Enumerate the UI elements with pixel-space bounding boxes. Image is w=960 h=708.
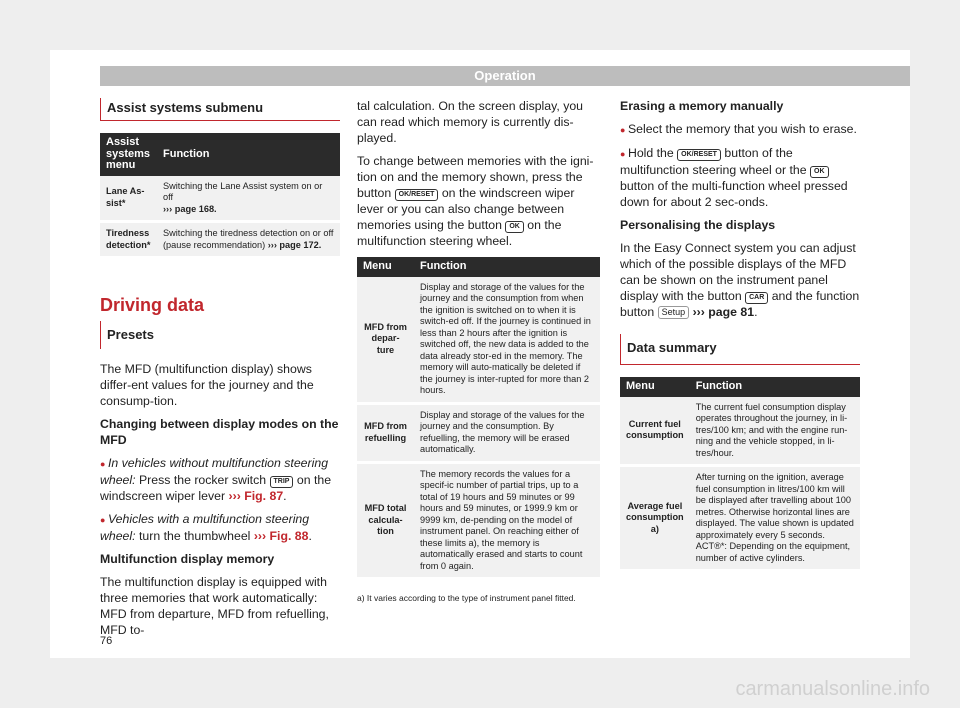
table-cell: MFD from refuelling bbox=[357, 403, 414, 462]
ok-key-icon: OK bbox=[810, 166, 829, 178]
page-number: 76 bbox=[100, 635, 113, 647]
table-cell: Average fuel consumption a) bbox=[620, 466, 690, 571]
driving-data-heading: Driving data bbox=[100, 295, 205, 315]
bullet-item: ● In vehicles without multifunction steering wheel: Press the rocker switch TRIP on the windscreen wiper lever ››› Fig. 87. bbox=[100, 455, 340, 504]
table-row bbox=[620, 397, 860, 466]
ok-key-icon: OK bbox=[505, 221, 524, 233]
setup-button-icon: Setup bbox=[658, 306, 690, 319]
paragraph: In the Easy Connect system you can adjust which of the possible displays of the MFD can be shown on the instrument panel display with the button CAR and the function button Setup ››› page 81. bbox=[620, 241, 860, 319]
paragraph-heading: Multifunction display memory bbox=[100, 552, 275, 566]
table-header: Menu bbox=[620, 377, 690, 397]
text: and the function button bbox=[620, 289, 860, 319]
text: In the Easy Connect system you can adjust which of the possible displays of the MFD can be shown on the instrument panel display with the button bbox=[620, 241, 856, 303]
table-row bbox=[357, 277, 600, 404]
body-text bbox=[100, 361, 340, 638]
page-ref-link[interactable]: ››› page 168. bbox=[163, 203, 217, 214]
paragraph: The multifunction display is equipped with three memories that work automatically: MFD from departure, MFD from refuelling, MFD to- bbox=[100, 575, 329, 637]
text: on the multifunction steering wheel. bbox=[357, 218, 562, 248]
ok-reset-key-icon: OK/RESET bbox=[395, 189, 439, 201]
bullet-item: ● Vehicles with a multifunction steering wheel: turn the thumbwheel ››› Fig. 88. bbox=[100, 511, 340, 544]
page-ref-link[interactable]: ››› page 172. bbox=[267, 239, 322, 250]
assist-systems-title: Assist systems submenu bbox=[100, 98, 340, 121]
data-summary-table bbox=[620, 377, 860, 572]
car-key-icon: CAR bbox=[745, 292, 768, 304]
page bbox=[50, 50, 910, 658]
cell-text: Switching the tiredness detection on or off (pause recommendation) bbox=[163, 228, 334, 250]
fig-ref-link[interactable]: ››› Fig. 87 bbox=[228, 489, 284, 503]
paragraph: tal calculation. On the screen display, you can read which memory is currently dis-played. bbox=[357, 99, 584, 145]
page-ref-link[interactable]: ››› page 81 bbox=[692, 305, 755, 319]
text: Hold the bbox=[627, 146, 674, 160]
bullet-item: ● Select the memory that you wish to erase. bbox=[620, 121, 860, 138]
column-2 bbox=[357, 98, 600, 606]
text: button of the multi-function wheel pressed down for about 2 sec-onds. bbox=[620, 179, 848, 209]
table-row bbox=[357, 462, 600, 579]
presets-subheading: Presets bbox=[100, 321, 340, 349]
table-row bbox=[620, 466, 860, 571]
table-header: Function bbox=[414, 257, 600, 277]
mfd-memory-table bbox=[357, 257, 600, 580]
section-header: Operation bbox=[100, 66, 910, 86]
column-1 bbox=[100, 98, 340, 645]
watermark: carmanualsonline.info bbox=[735, 678, 930, 700]
table-row bbox=[357, 403, 600, 462]
text: on the windscreen wiper lever or you can also change between memories using the button bbox=[357, 186, 575, 232]
table-header: Function bbox=[157, 133, 340, 176]
table-row bbox=[100, 222, 340, 258]
data-summary-title: Data summary bbox=[620, 334, 860, 365]
assist-systems-table bbox=[100, 133, 340, 259]
table-header: Function bbox=[690, 377, 860, 397]
column-3 bbox=[620, 98, 860, 572]
bullet-lead: Vehicles with a multifunction steering wheel: bbox=[100, 512, 310, 543]
table-cell bbox=[157, 222, 340, 258]
cell-text: Switching the Lane Assist system on or off bbox=[163, 180, 323, 202]
bullet-text: Press the rocker switch bbox=[138, 473, 267, 487]
table-cell: Current fuel consumption bbox=[620, 397, 690, 466]
bullet-lead: In vehicles without multifunction steering wheel: bbox=[100, 456, 329, 487]
footnote: a) It varies according to the type of instrument panel fitted. bbox=[357, 593, 576, 603]
ok-reset-key-icon: OK/RESET bbox=[677, 149, 721, 161]
table-header: Assist systems menu bbox=[100, 133, 157, 176]
bullet-text: on the windscreen wiper lever bbox=[100, 473, 332, 503]
paragraph-heading: Changing between display modes on the MFD bbox=[100, 417, 339, 447]
fig-ref-link[interactable]: ››› Fig. 88 bbox=[253, 529, 309, 543]
table-cell: Display and storage of the values for the journey and the consumption. By refuelling, the memory will be erased automatically. bbox=[414, 403, 600, 462]
paragraph: The MFD (multifunction display) shows differ-ent values for the journey and the consump-tion. bbox=[100, 362, 314, 408]
bullet-text: turn the thumbwheel bbox=[138, 529, 251, 543]
table-row bbox=[100, 176, 340, 222]
paragraph-heading: Erasing a memory manually bbox=[620, 99, 784, 113]
table-cell: After turning on the ignition, average fuel consumption in litres/100 km will be displayed after travelling about 100 metres. Otherwise horizontal lines are displayed. The value shown is updated approximately every 5 seconds. ACT®*: Depending on the equipment, number of active cylinders. bbox=[690, 466, 860, 571]
text: To change between memories with the igni-tion on and the memory shown, press the button bbox=[357, 154, 594, 200]
paragraph-heading: Personalising the displays bbox=[620, 218, 776, 232]
trip-key-icon: TRIP bbox=[270, 476, 294, 488]
table-cell: MFD total calcula-tion bbox=[357, 462, 414, 579]
text: button of the multifunction steering wheel or the bbox=[620, 146, 807, 177]
table-cell: Display and storage of the values for the journey and the consumption from when the ignition is switched on to when it is switch-ed off. If the journey is continued in less than 2 hours after the ignition is switched off, the new data is added to the data already stor-ed in the memory. The memory will auto-matically be deleted if the journey is inter-rupted for more than 2 hours. bbox=[414, 277, 600, 404]
table-cell bbox=[157, 176, 340, 222]
table-header: Menu bbox=[357, 257, 414, 277]
table-cell: Tiredness detection* bbox=[100, 222, 157, 258]
table-cell: The memory records the values for a specif-ic number of partial trips, up to a total of 19 hours and 59 minutes or 99 hours and 59 minutes, or 1999.9 km or 9999 km, de-pending on the model of instrument panel. On reaching either of these limits a), the memory is automatically erased and starts to count from 0 again. bbox=[414, 462, 600, 579]
table-cell: The current fuel consumption display operates throughout the journey, in li-tres/100 km; and with the engine run-ning and the vehicle stopped, in li-tres/hour. bbox=[690, 397, 860, 466]
table-cell: Lane As-sist* bbox=[100, 176, 157, 222]
table-cell: MFD from depar-ture bbox=[357, 277, 414, 404]
paragraph bbox=[357, 153, 600, 249]
bullet-item bbox=[620, 145, 860, 210]
